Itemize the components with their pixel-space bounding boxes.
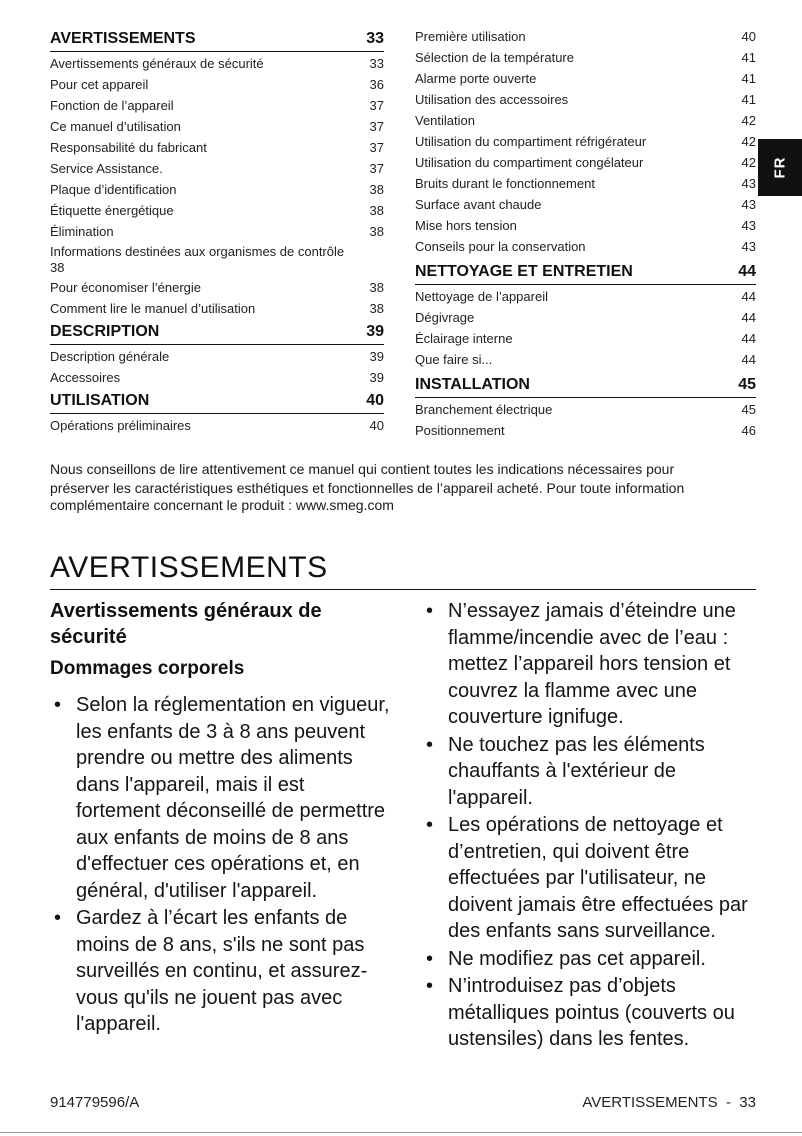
toc-entry-label: Conseils pour la conservation: [415, 239, 586, 254]
subsection-title: Avertissements généraux de sécurité: [50, 600, 322, 648]
toc-entry-page: 37: [369, 98, 384, 113]
toc-section-page: 40: [366, 392, 384, 409]
toc-section-heading[interactable]: [50, 319, 384, 345]
toc-entry-label: Fonction de l’appareil: [50, 98, 174, 113]
toc-entry-page: 38: [369, 203, 384, 218]
toc-entry-page: 41: [741, 71, 756, 86]
toc-entry-label: Responsabilité du fabricant: [50, 140, 207, 155]
toc-entry[interactable]: [415, 26, 756, 47]
toc-entry-page: 42: [741, 155, 756, 170]
toc-entry[interactable]: [50, 95, 384, 116]
toc-left-column: [50, 26, 384, 441]
toc-entry-label: Pour économiser l’énergie: [50, 280, 202, 295]
language-tab: [758, 139, 802, 196]
toc-entry-label: Branchement électrique: [415, 402, 553, 417]
toc-entry[interactable]: [415, 152, 756, 173]
toc-entry-label: Service Assistance.: [50, 161, 163, 176]
bullet-item: • Selon la réglementation en vigueur, les enfants de 3 à 8 ans peuvent prendre ou mettre des aliments dans l'appareil, mais il est fortement déconseillé de permettre aux enfants de moins de 8 ans d'effectuer ces opérations et, en général, d'utiliser l'appareil.: [50, 692, 390, 904]
toc-entry-page: 37: [369, 119, 384, 134]
toc-entry[interactable]: [50, 137, 384, 158]
footer-page-label: AVERTISSEMENTS - 33: [582, 1094, 756, 1111]
language-tab-label: FR: [771, 156, 789, 179]
section-title: AVERTISSEMENTS: [50, 548, 756, 590]
toc-entry-page: 44: [741, 310, 756, 325]
toc-entry-label: Opérations préliminaires: [50, 418, 191, 433]
toc-entry-page: 37: [369, 140, 384, 155]
toc-entry-label: Ce manuel d’utilisation: [50, 119, 181, 134]
toc-section-heading[interactable]: [415, 259, 756, 285]
toc-entry-label: Que faire si...: [415, 352, 493, 367]
toc-entry-label: Mise hors tension: [415, 218, 517, 233]
toc-entry-label: Sélection de la température: [415, 50, 574, 65]
bottom-rule: [0, 1132, 802, 1133]
toc-entry[interactable]: [415, 286, 756, 307]
toc-entry[interactable]: [50, 242, 384, 277]
toc-entry[interactable]: [50, 298, 384, 319]
toc-entry[interactable]: [50, 116, 384, 137]
bullet-list-left: [50, 692, 390, 1038]
bullet-list-right: [422, 598, 760, 1053]
toc-entry[interactable]: [415, 349, 756, 370]
toc-entry[interactable]: [415, 420, 756, 441]
toc-entry-label: Utilisation du compartiment congélateur: [415, 155, 644, 170]
toc-entry-page: 43: [741, 197, 756, 212]
toc-entry-label: Positionnement: [415, 423, 505, 438]
toc-entry-page: 39: [369, 370, 384, 385]
toc-entry-label: Ventilation: [415, 113, 475, 128]
toc-section-page: 45: [738, 376, 756, 393]
toc-entry[interactable]: [50, 53, 384, 74]
page-footer: [50, 1094, 756, 1111]
toc-entry-label: Utilisation des accessoires: [415, 92, 569, 107]
bullet-item: • N’introduisez pas d’objets métalliques pointus (couverts ou ustensiles) dans les fentes.: [422, 973, 760, 1053]
toc-section-page: 44: [738, 263, 756, 280]
toc-entry[interactable]: [50, 74, 384, 95]
toc-entry-label: Surface avant chaude: [415, 197, 542, 212]
bullet-item: • Ne touchez pas les éléments chauffants à l'extérieur de l'appareil.: [422, 732, 760, 812]
toc-entry-label: Accessoires: [50, 370, 121, 385]
toc-entry-page: 44: [741, 289, 756, 304]
toc-entry-page: 41: [741, 92, 756, 107]
toc-entry-label: Nettoyage de l’appareil: [415, 289, 548, 304]
toc-section-heading[interactable]: [50, 388, 384, 414]
toc-entry-page: 38: [369, 224, 384, 239]
toc-entry-label: Informations destinées aux organismes de contrôle: [50, 244, 345, 259]
toc-entry-page: 36: [369, 77, 384, 92]
toc-entry[interactable]: [415, 194, 756, 215]
toc-entry-page: 38: [50, 260, 65, 275]
intro-line-1: Nous conseillons de lire attentivement ce manuel qui contient toutes les indications nécessaires pour: [50, 461, 675, 477]
intro-line-2: préserver les caractéristiques esthétiques et fonctionnelles de l’appareil acheté. Pour toute information complémentaire concernant le produit : www.smeg.com: [50, 480, 685, 513]
toc-entry-page: 43: [741, 218, 756, 233]
toc-section-title: UTILISATION: [50, 392, 150, 409]
toc-entry-page: 40: [369, 418, 384, 433]
toc-entry[interactable]: [50, 415, 384, 436]
toc-entry-page: 33: [369, 56, 384, 71]
bullet-item: • Gardez à l’écart les enfants de moins de 8 ans, s'ils ne sont pas surveillés en continu, et assurez-vous qu'ils ne jouent pas avec l'appareil.: [50, 905, 390, 1038]
toc-entry-label: Première utilisation: [415, 29, 526, 44]
bullet-item: • Les opérations de nettoyage et d’entretien, qui doivent être effectuées par l'utilisateur, ne doivent jamais être effectuées par des enfants sans surveillance.: [422, 812, 760, 945]
toc-entry-label: Dégivrage: [415, 310, 475, 325]
toc-entry-page: 44: [741, 352, 756, 367]
bullet-item: • N’essayez jamais d’éteindre une flamme/incendie avec de l’eau : mettez l’appareil hors tension et couvrez la flamme avec une couverture ignifuge.: [422, 598, 760, 731]
toc-entry[interactable]: [50, 200, 384, 221]
body-columns: [50, 598, 760, 1054]
toc-section-page: 33: [366, 30, 384, 47]
toc-entry-page: 44: [741, 331, 756, 346]
toc-entry-page: 43: [741, 176, 756, 191]
toc-entry-page: 40: [741, 29, 756, 44]
toc-entry[interactable]: [415, 89, 756, 110]
toc-section-heading[interactable]: [415, 372, 756, 398]
toc-entry[interactable]: [415, 131, 756, 152]
toc-entry-page: 42: [741, 134, 756, 149]
toc-entry-label: Comment lire le manuel d’utilisation: [50, 301, 256, 316]
toc-entry-page: 43: [741, 239, 756, 254]
toc-entry-label: Bruits durant le fonctionnement: [415, 176, 595, 191]
toc-entry-label: Élimination: [50, 224, 114, 239]
toc-entry-page: 37: [369, 161, 384, 176]
bullet-item: • Ne modifiez pas cet appareil.: [422, 946, 760, 973]
toc-entry[interactable]: [50, 221, 384, 242]
toc-entry-label: Description générale: [50, 349, 170, 364]
toc-entry-page: 38: [369, 182, 384, 197]
toc-entry[interactable]: [415, 399, 756, 420]
toc-entry-label: Avertissements généraux de sécurité: [50, 56, 264, 71]
toc-section-title: NETTOYAGE ET ENTRETIEN: [415, 263, 633, 280]
toc-entry[interactable]: [415, 68, 756, 89]
toc-section-heading[interactable]: [50, 26, 384, 52]
toc-entry[interactable]: [415, 236, 756, 257]
toc-entry-label: Plaque d’identification: [50, 182, 177, 197]
toc-entry-label: Utilisation du compartiment réfrigérateur: [415, 134, 647, 149]
toc-entry[interactable]: [50, 367, 384, 388]
body-left-column: [50, 598, 390, 1054]
intro-text: [50, 458, 760, 514]
toc-entry-page: 42: [741, 113, 756, 128]
toc-entry[interactable]: [415, 110, 756, 131]
subsubsection-title: Dommages corporels: [50, 658, 245, 679]
table-of-contents: [50, 26, 756, 441]
toc-entry[interactable]: [50, 158, 384, 179]
toc-entry[interactable]: [415, 215, 756, 236]
toc-entry-label: Éclairage interne: [415, 331, 513, 346]
toc-entry-page: 38: [369, 301, 384, 316]
toc-entry-label: Étiquette énergétique: [50, 203, 174, 218]
toc-section-title: DESCRIPTION: [50, 323, 160, 340]
toc-section-title: AVERTISSEMENTS: [50, 30, 196, 47]
toc-entry-label: Pour cet appareil: [50, 77, 149, 92]
toc-entry-page: 38: [369, 280, 384, 295]
toc-entry-page: 45: [741, 402, 756, 417]
toc-entry-page: 46: [741, 423, 756, 438]
toc-entry[interactable]: [50, 179, 384, 200]
body-right-column: [422, 598, 760, 1054]
toc-entry[interactable]: [50, 277, 384, 298]
toc-entry[interactable]: [415, 173, 756, 194]
toc-entry-page: 39: [369, 349, 384, 364]
footer-doc-code: 914779596/A: [50, 1094, 140, 1111]
toc-right-column: [415, 26, 756, 441]
toc-entry[interactable]: [50, 346, 384, 367]
toc-entry[interactable]: [415, 328, 756, 349]
toc-entry[interactable]: [415, 307, 756, 328]
toc-section-title: INSTALLATION: [415, 376, 530, 393]
toc-entry-page: 41: [741, 50, 756, 65]
toc-section-page: 39: [366, 323, 384, 340]
toc-entry-label: Alarme porte ouverte: [415, 71, 537, 86]
toc-entry[interactable]: [415, 47, 756, 68]
